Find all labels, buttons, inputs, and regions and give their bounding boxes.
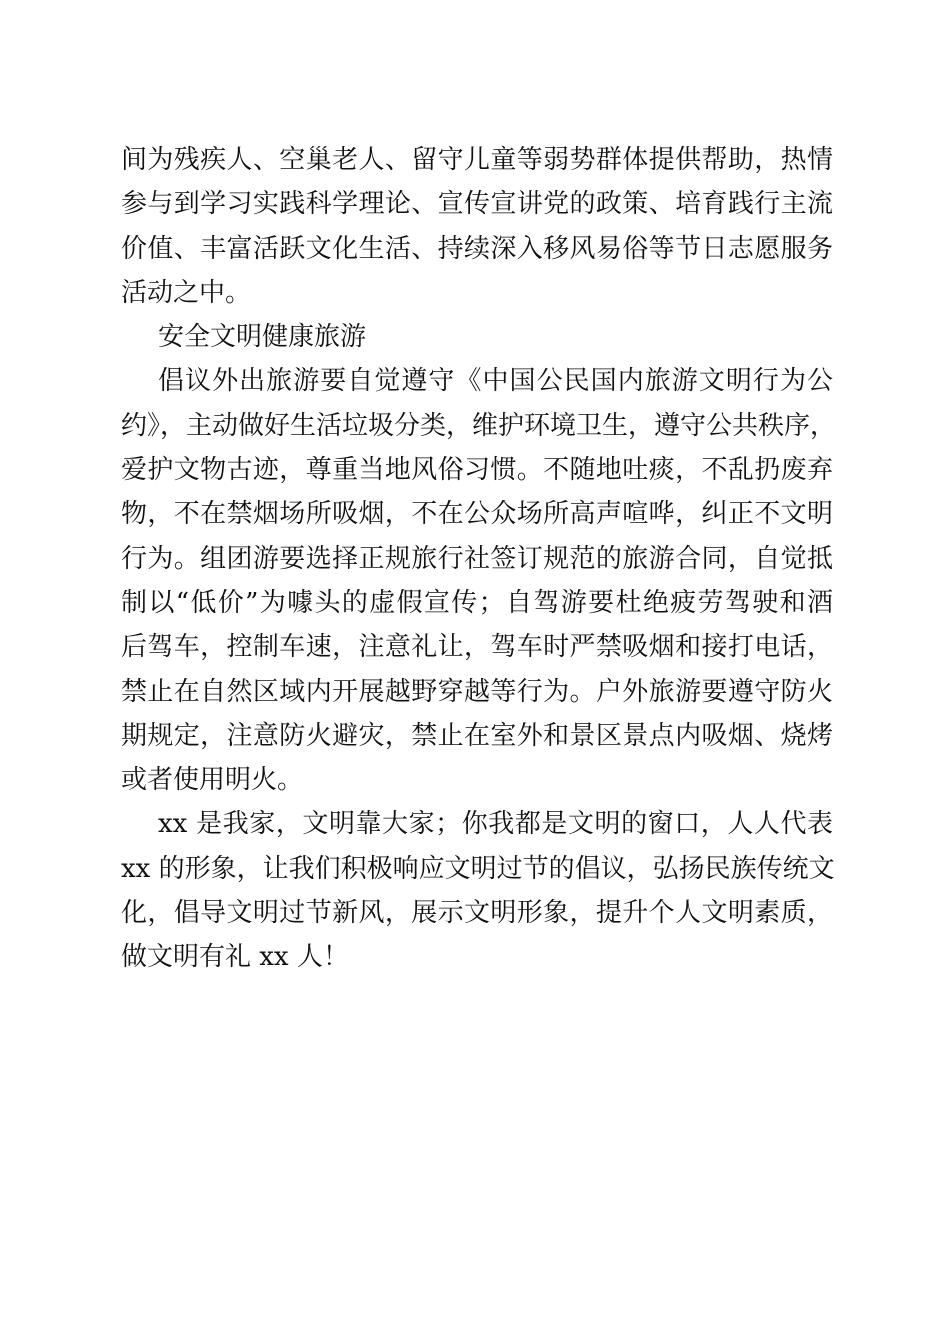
paragraph-line: 行为。组团游要选择正规旅行社签订规范的旅游合同，自觉抵: [121, 543, 833, 574]
paragraph-line: 参与到学习实践科学理论、宣传宣讲党的政策、培育践行主流: [121, 189, 833, 220]
paragraph-line: 期规定，注意防火避灾，禁止在室外和景区景点内吸烟、烧烤: [121, 720, 833, 751]
paragraph-line: 或者使用明火。: [121, 765, 304, 796]
paragraph-line: 活动之中。: [121, 277, 252, 308]
paragraph-line: 价值、丰富活跃文化生活、持续深入移风易俗等节日志愿服务: [121, 233, 833, 264]
paragraph-line: 禁止在自然区域内开展越野穿越等行为。户外旅游要遵守防火: [121, 676, 833, 707]
paragraph-line: 后驾车，控制车速，注意礼让，驾车时严禁吸烟和接打电话，: [121, 632, 833, 663]
paragraph-volunteer-service: [121, 138, 833, 315]
paragraph-line: 倡议外出旅游要自觉遵守《中国公民国内旅游文明行为公: [158, 366, 833, 397]
section-heading: 安全文明健康旅游: [158, 322, 367, 353]
paragraph-line: 爱护文物古迹，尊重当地风俗习惯。不随地吐痰，不乱扔废弃: [121, 455, 833, 486]
paragraph-line: 间为残疾人、空巢老人、留守儿童等弱势群体提供帮助，热情: [121, 145, 833, 175]
paragraph-line: 约》，主动做好生活垃圾分类，维护环境卫生，遵守公共秩序，: [121, 410, 837, 441]
document-body: [121, 138, 837, 980]
paragraph-line: xx 是我家，文明靠大家；你我都是文明的窗口，人人代表: [158, 809, 833, 840]
paragraph-line: 化，倡导文明过节新风，展示文明形象，提升个人文明素质，: [121, 898, 833, 929]
paragraph-line: 制以“低价”为噱头的虚假宣传；自驾游要杜绝疲劳驾驶和酒: [121, 587, 833, 618]
paragraph-travel: [121, 359, 837, 802]
paragraph-line: 做文明有礼 xx 人！: [121, 942, 349, 973]
paragraph-closing: [121, 802, 833, 979]
paragraph-line: xx 的形象，让我们积极响应文明过节的倡议，弘扬民族传统文: [121, 853, 835, 884]
paragraph-line: 物，不在禁烟场所吸烟，不在公众场所高声喧哗，纠正不文明: [121, 499, 833, 530]
